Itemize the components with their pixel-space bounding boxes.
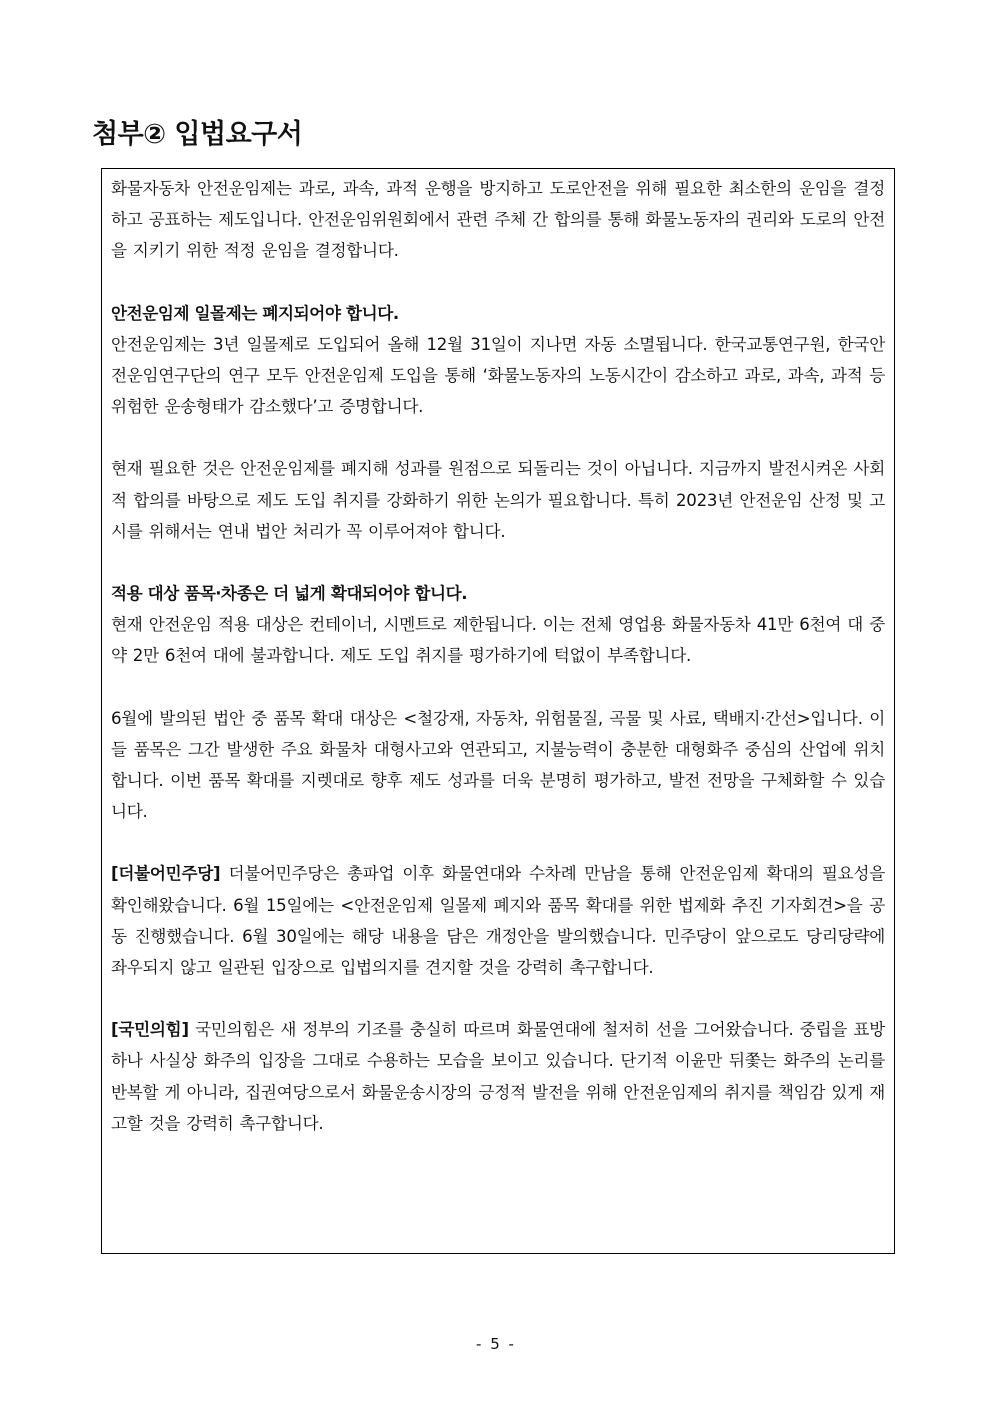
section-heading-expansion: 적용 대상 품목‧차종은 더 넓게 확대되어야 합니다.	[111, 584, 468, 604]
party-ppp-paragraph	[111, 1014, 885, 1139]
page-number: - 5 -	[476, 1335, 516, 1353]
page-title: 첨부② 입법요구서	[92, 119, 303, 150]
party-ppp-text: 국민의힘은 새 정부의 기조를 충실히 따르며 화물연대에 철저히 선을 그어왔습니다. 중립을 표방하나 사실상 화주의 입장을 그대로 수용하는 모습을 보이고 있습니다. 단기적 이윤만 뒤쫓는 화주의 논리를 반복할 게 아니라, 집권여당으로서 화물운송시장의 긍정적 발전을 위해 안전운임제의 취지를 책임감 있게 재고할 것을 강력히 촉구합니다.	[111, 1020, 885, 1133]
intro-paragraph: 화물자동차 안전운임제는 과로, 과속, 과적 운행을 방지하고 도로안전을 위해 필요한 최소한의 운임을 결정하고 공표하는 제도입니다. 안전운임위원회에서 관련 주체 간 합의를 통해 화물노동자의 권리와 도로의 안전을 지키기 위한 적정 운임을 결정합니다.	[111, 179, 885, 261]
section-expansion-paragraph-2: 6월에 발의된 법안 중 품목 확대 대상은 <철강재, 자동차, 위험물질, 곡물 및 사료, 택배지·간선>입니다. 이들 품목은 그간 발생한 주요 화물차 대형사고와 연관되고, 지불능력이 충분한 대형화주 중심의 산업에 위치합니다. 이번 품목 확대를 지렛대로 향후 제도 성과를 더욱 분명히 평가하고, 발전 전망을 구체화할 수 있습니다.	[111, 708, 885, 822]
section-expansion-paragraph-1: 현재 안전운임 적용 대상은 컨테이너, 시멘트로 제한됩니다. 이는 전체 영업용 화물자동차 41만 6천여 대 중 약 2만 6천여 대에 불과합니다. 제도 도입 취지를 평가하기에 턱없이 부족합니다.	[111, 615, 885, 666]
party-democratic-text: 더불어민주당은 총파업 이후 화물연대와 수차례 만남을 통해 안전운임제 확대의 필요성을 확인해왔습니다. 6월 15일에는 <안전운임제 일몰제 폐지와 품목 확대를 위한 법제화 추진 기자회견>을 공동 진행했습니다. 6월 30일에는 해당 내용을 담은 개정안을 발의했습니다. 민주당이 앞으로도 당리당략에 좌우되지 않고 일관된 입장으로 입법의지를 견지할 것을 강력히 촉구합니다.	[111, 864, 885, 978]
request-document-box	[101, 168, 895, 1254]
section-heading-sunset: 안전운임제 일몰제는 폐지되어야 합니다.	[111, 303, 399, 323]
section-sunset-paragraph-2: 현재 필요한 것은 안전운임제를 폐지해 성과를 원점으로 되돌리는 것이 아닙니다. 지금까지 발전시켜온 사회적 합의를 바탕으로 제도 도입 취지를 강화하기 위한 논의가 필요합니다. 특히 2023년 안전운임 산정 및 고시를 위해서는 연내 법안 처리가 꼭 이루어져야 합니다.	[111, 459, 885, 541]
party-ppp-tag: [국민의힘]	[111, 1020, 189, 1040]
section-sunset-paragraph-1: 안전운임제는 3년 일몰제로 도입되어 올해 12월 31일이 지나면 자동 소멸됩니다. 한국교통연구원, 한국안전운임연구단의 연구 모두 안전운임제 도입을 통해 ‘화물노동자의 노동시간이 감소하고 과로, 과속, 과적 등 위험한 운송형태가 감소했다’고 증명합니다.	[111, 334, 885, 417]
party-democratic-tag: [더불어민주당]	[111, 864, 221, 884]
party-democratic-paragraph	[111, 858, 885, 983]
